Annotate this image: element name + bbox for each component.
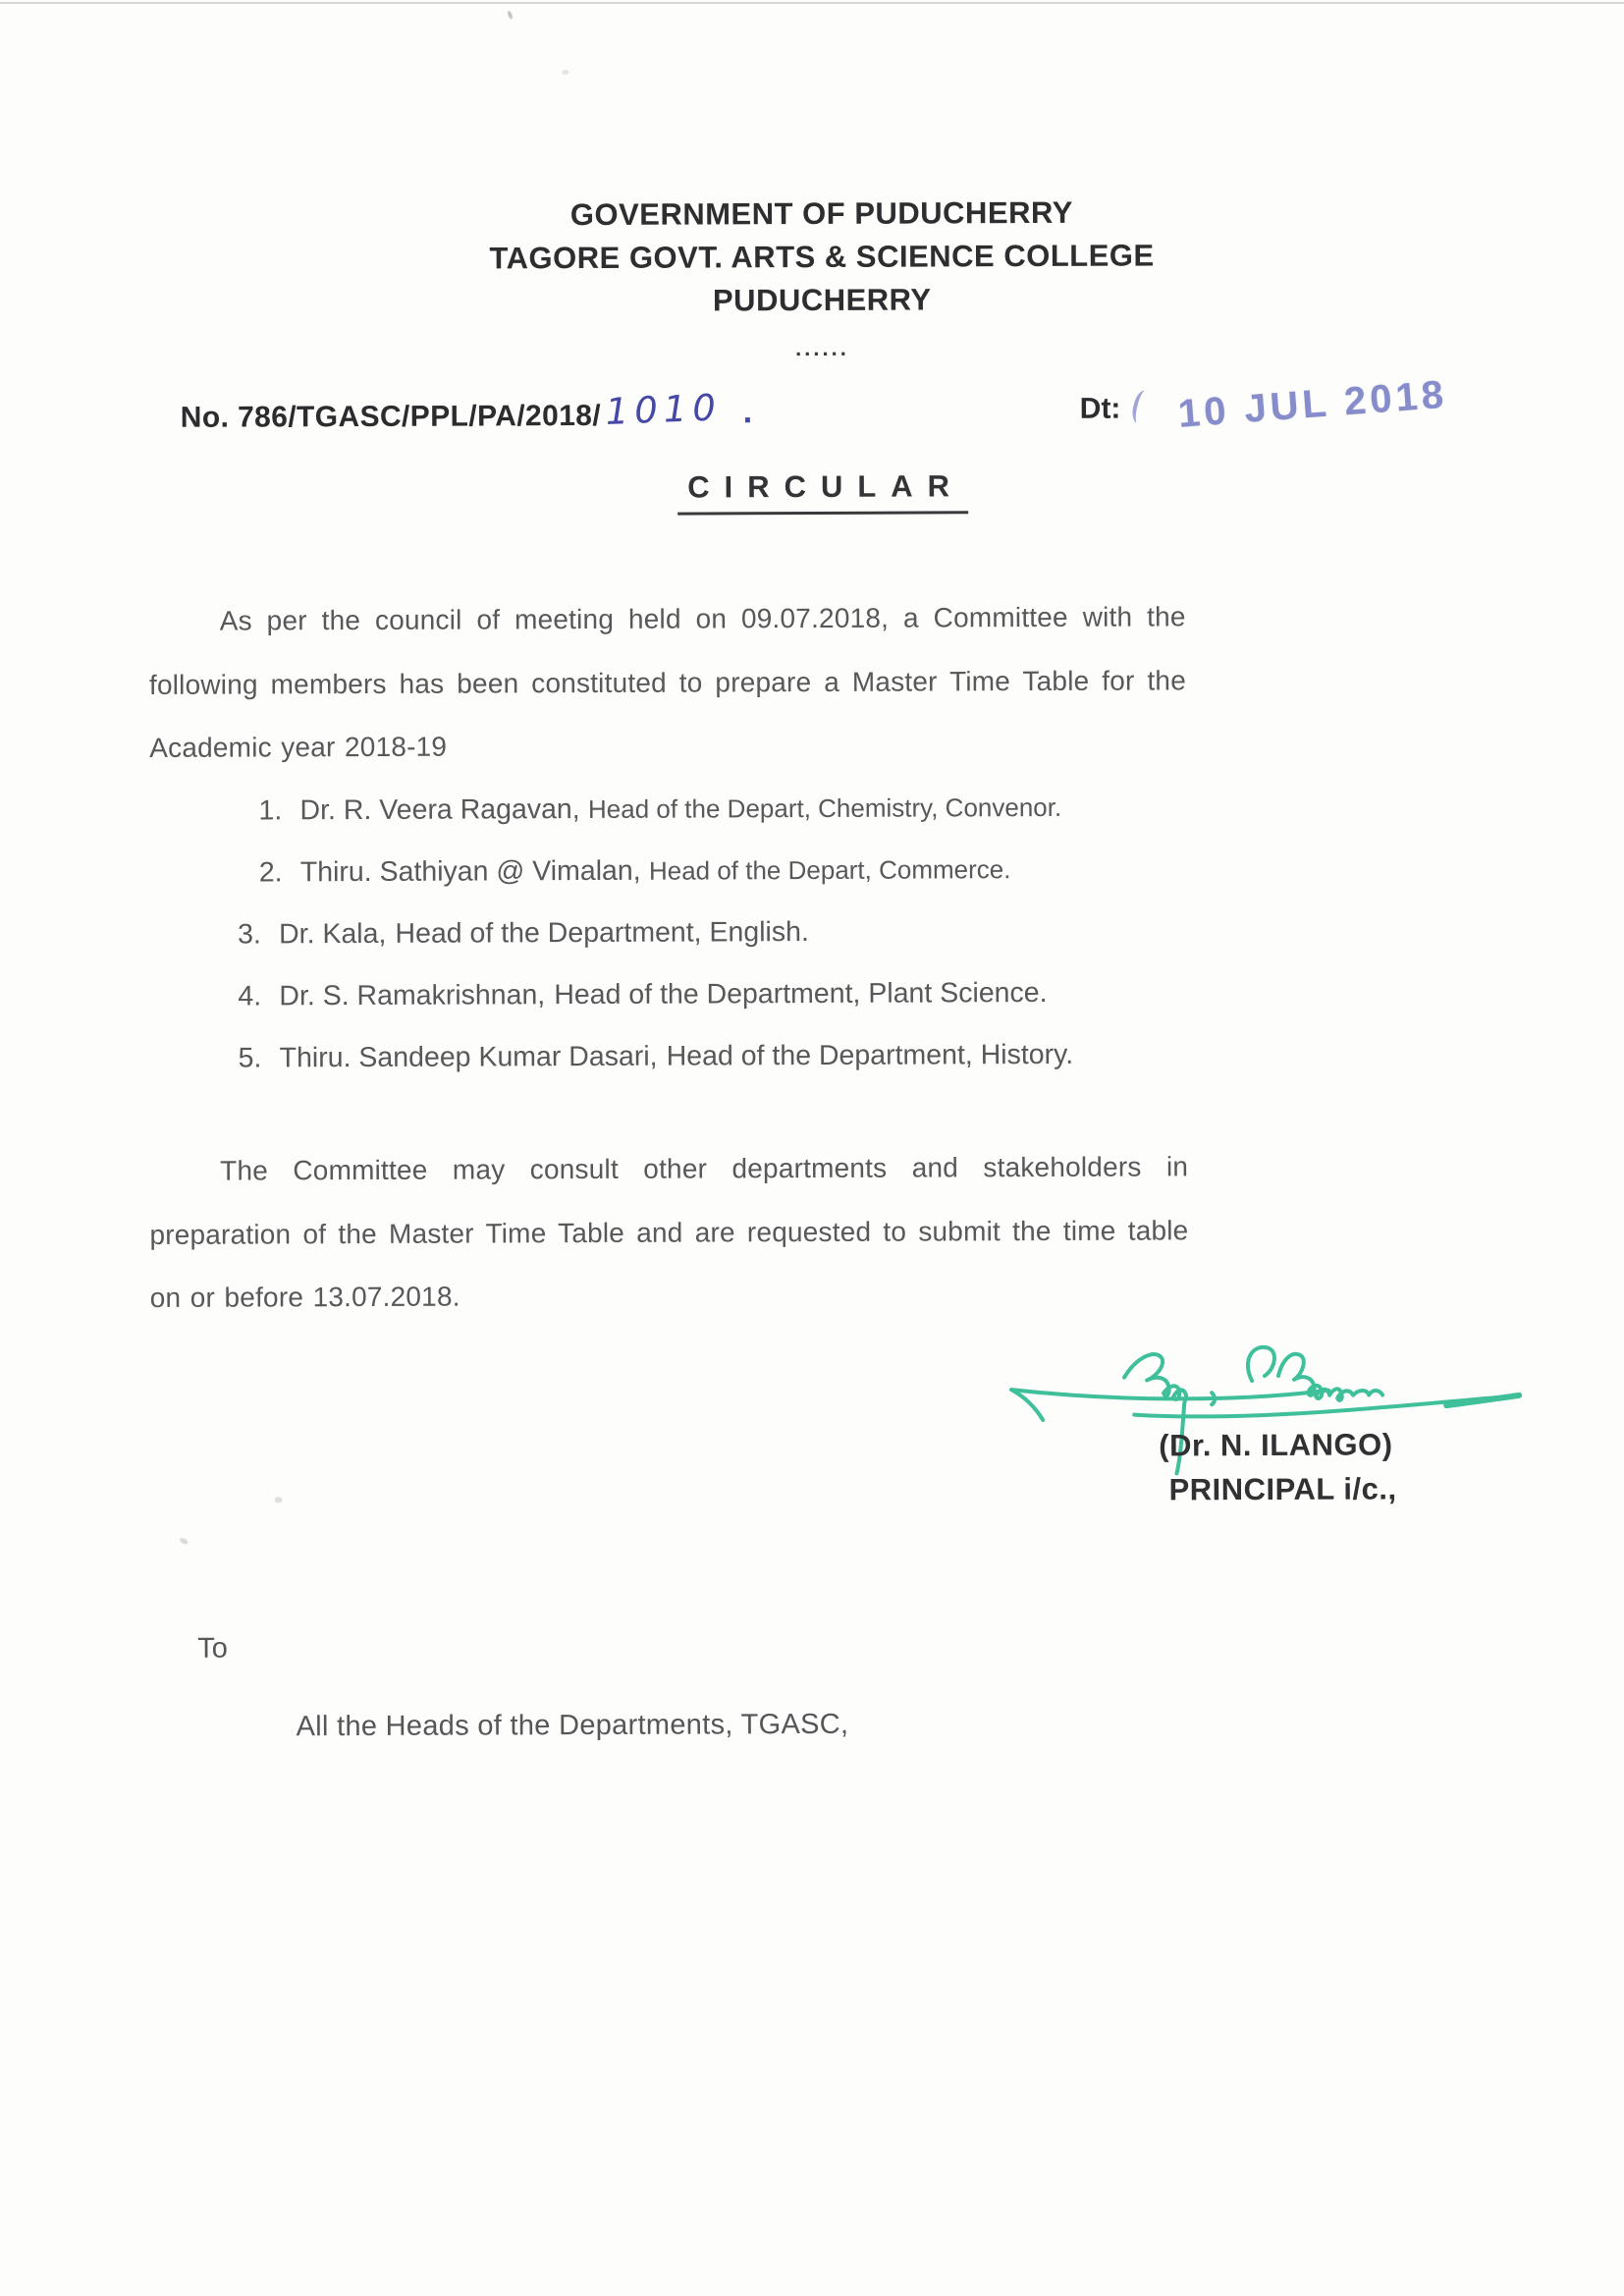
member-role: Head of the Department, Plant Science. [554, 976, 1048, 1011]
addressee-line: All the Heads of the Departments, TGASC, [296, 1708, 849, 1743]
member-number: 1. [258, 794, 283, 827]
member-name: Thiru. Sandeep Kumar Dasari, [279, 1040, 658, 1074]
member-name: Dr. Kala, [278, 917, 387, 951]
stamp-ink-smudge [1129, 389, 1153, 425]
member-item-3 [238, 900, 1318, 966]
member-role: Head of the Depart, Chemistry, Convenor. [587, 792, 1062, 824]
signature-block [1074, 1427, 1477, 1508]
member-role: Head of the Department, English. [395, 916, 809, 950]
paragraph-instruction: The Committee may consult other departments and stakeholders in preparation of the Master Time Table and are requested to submit the time table on or before 13.07.2018. [149, 1151, 1189, 1313]
member-role: Head of the Department, History. [666, 1038, 1074, 1072]
member-item-5 [238, 1023, 1318, 1090]
handwritten-period: . [742, 393, 753, 431]
member-number: 5. [238, 1042, 262, 1074]
handwritten-serial-number: 1010 [604, 386, 723, 433]
scan-speck [275, 1497, 283, 1503]
signer-designation: PRINCIPAL i/c., [1168, 1471, 1397, 1507]
member-number: 2. [258, 856, 283, 889]
title-row [0, 465, 1624, 518]
letterhead [0, 189, 1624, 364]
signer-name: (Dr. N. ILANGO) [1159, 1427, 1393, 1463]
org-place-line: PUDUCHERRY [712, 282, 932, 318]
member-name: Dr. R. Veera Ragavan, [299, 793, 580, 827]
member-number: 3. [237, 918, 261, 951]
reference-line [180, 386, 753, 436]
to-label: To [197, 1632, 228, 1665]
member-item-1 [258, 776, 1317, 843]
reference-number: No. 786/TGASC/PPL/PA/2018/ [180, 399, 602, 434]
committee-members-list [237, 776, 1318, 1090]
member-name: Dr. S. Ramakrishnan, [279, 979, 546, 1012]
member-item-2 [259, 838, 1318, 904]
date-stamp: 10 JUL 2018 [1176, 372, 1449, 436]
org-government-line: GOVERNMENT OF PUDUCHERRY [569, 194, 1073, 233]
scan-speck [179, 1537, 189, 1546]
date-label: Dt: [1079, 392, 1121, 425]
org-college-line: TAGORE GOVT. ARTS & SCIENCE COLLEGE [489, 238, 1155, 276]
letterhead-divider-dots: ...... [795, 335, 849, 361]
paragraph-intro: As per the council of meeting held on 09.07.2018, a Committee with the following members has been constituted to prepare a Master Time Table for the Academic year 2018-19 [148, 601, 1187, 763]
member-role: Head of the Depart, Commerce. [648, 854, 1011, 886]
member-number: 4. [238, 980, 262, 1012]
scan-speck [507, 10, 514, 20]
scan-speck [562, 70, 568, 75]
date-line [1079, 372, 1449, 436]
member-item-4 [238, 961, 1318, 1028]
document-title: CIRCULAR [677, 468, 968, 515]
member-name: Thiru. Sathiyan @ Vimalan, [299, 854, 641, 889]
